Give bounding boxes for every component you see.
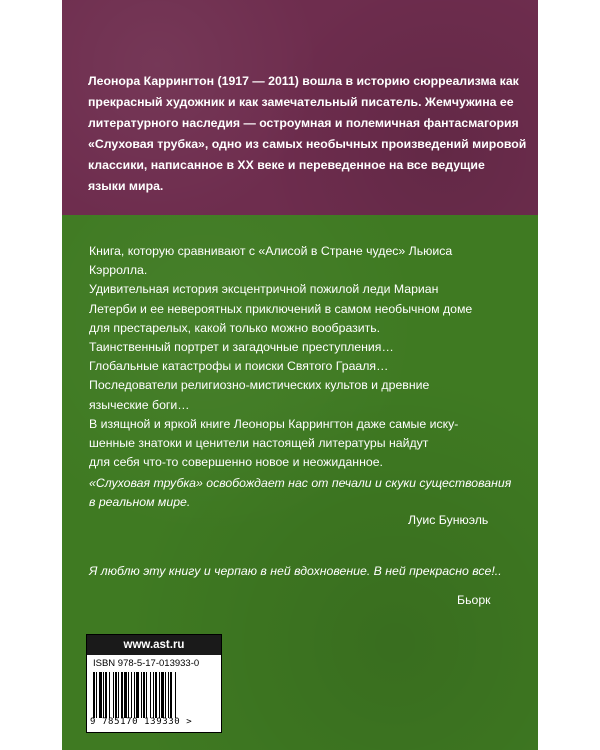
- quote-author-bunuel: Луис Бунюэль: [408, 513, 489, 527]
- description-line: шенные знатоки и ценители настоящей литературы найдут: [89, 436, 429, 451]
- description-line: Кэрролла.: [89, 263, 148, 278]
- barcode-bar: [96, 672, 97, 718]
- barcode-bar: [131, 672, 132, 718]
- barcode-bar: [159, 672, 160, 718]
- barcode-bar: [175, 672, 176, 718]
- barcode-bar: [99, 672, 102, 718]
- author-bio-band: [62, 0, 538, 215]
- barcode-bar: [153, 672, 154, 718]
- quote-line: в реальном мире.: [89, 495, 191, 510]
- barcode-bar: [124, 672, 127, 718]
- description-line: Последователи религиозно-мистических культов и древние: [89, 378, 430, 393]
- barcode-digits: 9 785170 139330 >: [90, 717, 193, 727]
- barcode-bar: [118, 672, 119, 718]
- barcode-bar: [165, 672, 166, 718]
- author-bio-line: классики, написанное в XX веке и переведенное на все ведущие: [88, 158, 485, 172]
- barcode-bar: [93, 672, 95, 718]
- barcode-block: [86, 634, 222, 733]
- author-bio: [88, 71, 528, 197]
- book-description: [89, 242, 529, 472]
- barcode-bar: [103, 672, 104, 718]
- barcode-bar: [105, 672, 107, 718]
- barcode-bar: [168, 672, 169, 718]
- author-bio-line: Леонора Каррингтон (1917 — 2011) вошла в историю сюрреализма как: [88, 74, 519, 88]
- barcode-bar: [143, 672, 145, 718]
- barcode-bar: [136, 672, 139, 718]
- description-line: Книга, которую сравнивают с «Алисой в Стране чудес» Льюиса: [89, 244, 453, 258]
- quote-bunuel: [89, 474, 529, 512]
- barcode-bar: [150, 672, 151, 718]
- barcode-bar: [134, 672, 135, 718]
- author-bio-line: прекрасный художник и как замечательный писатель. Жемчужина ее: [88, 95, 514, 109]
- description-line: Удивительная история эксцентричной пожилой леди Мариан: [89, 282, 439, 297]
- author-bio-line: литературного наследия — остроумная и полемичная фантасмагория: [88, 116, 519, 130]
- isbn-number: ISBN 978-5-17-013933-0: [93, 658, 200, 669]
- barcode-bar: [161, 672, 164, 718]
- barcode-bar: [121, 672, 123, 718]
- description-line: для себя что-то совершенно новое и неожиданное.: [89, 455, 383, 470]
- description-line: языческие боги…: [89, 397, 190, 412]
- description-line: для престарелых, какой только можно вообразить.: [89, 320, 381, 335]
- quote-bjork: [89, 562, 529, 581]
- barcode-image: [91, 672, 215, 718]
- barcode-bar: [170, 672, 172, 718]
- quote-line: «Слуховая трубка» освобождает нас от печали и скуки существования: [89, 476, 512, 490]
- book-back-cover: [62, 0, 538, 750]
- publisher-website: www.ast.ru: [87, 635, 221, 655]
- author-bio-line: языки мира.: [88, 179, 164, 193]
- description-line: Таинственный портрет и загадочные преступления…: [89, 340, 394, 355]
- description-line: Глобальные катастрофы и поиски Святого Грааля…: [89, 359, 389, 374]
- barcode-bar: [128, 672, 129, 718]
- barcode-bar: [146, 672, 147, 718]
- barcode-bar: [113, 672, 114, 718]
- barcode-bar: [155, 672, 157, 718]
- description-line: В изящной и яркой книге Леоноры Каррингтон даже самые иску-: [89, 416, 459, 431]
- barcode-bar: [109, 672, 110, 718]
- barcode-bar: [115, 672, 117, 718]
- description-line: Летерби и ее невероятных приключений в самом необычном доме: [89, 301, 473, 316]
- barcode-bar: [141, 672, 142, 718]
- author-bio-line: «Слуховая трубка», одно из самых необычных произведений мировой: [88, 137, 527, 151]
- quote-author-bjork: Бьорк: [457, 593, 491, 607]
- quote-line: Я люблю эту книгу и черпаю в ней вдохновение. В ней прекрасно все!..: [89, 564, 502, 578]
